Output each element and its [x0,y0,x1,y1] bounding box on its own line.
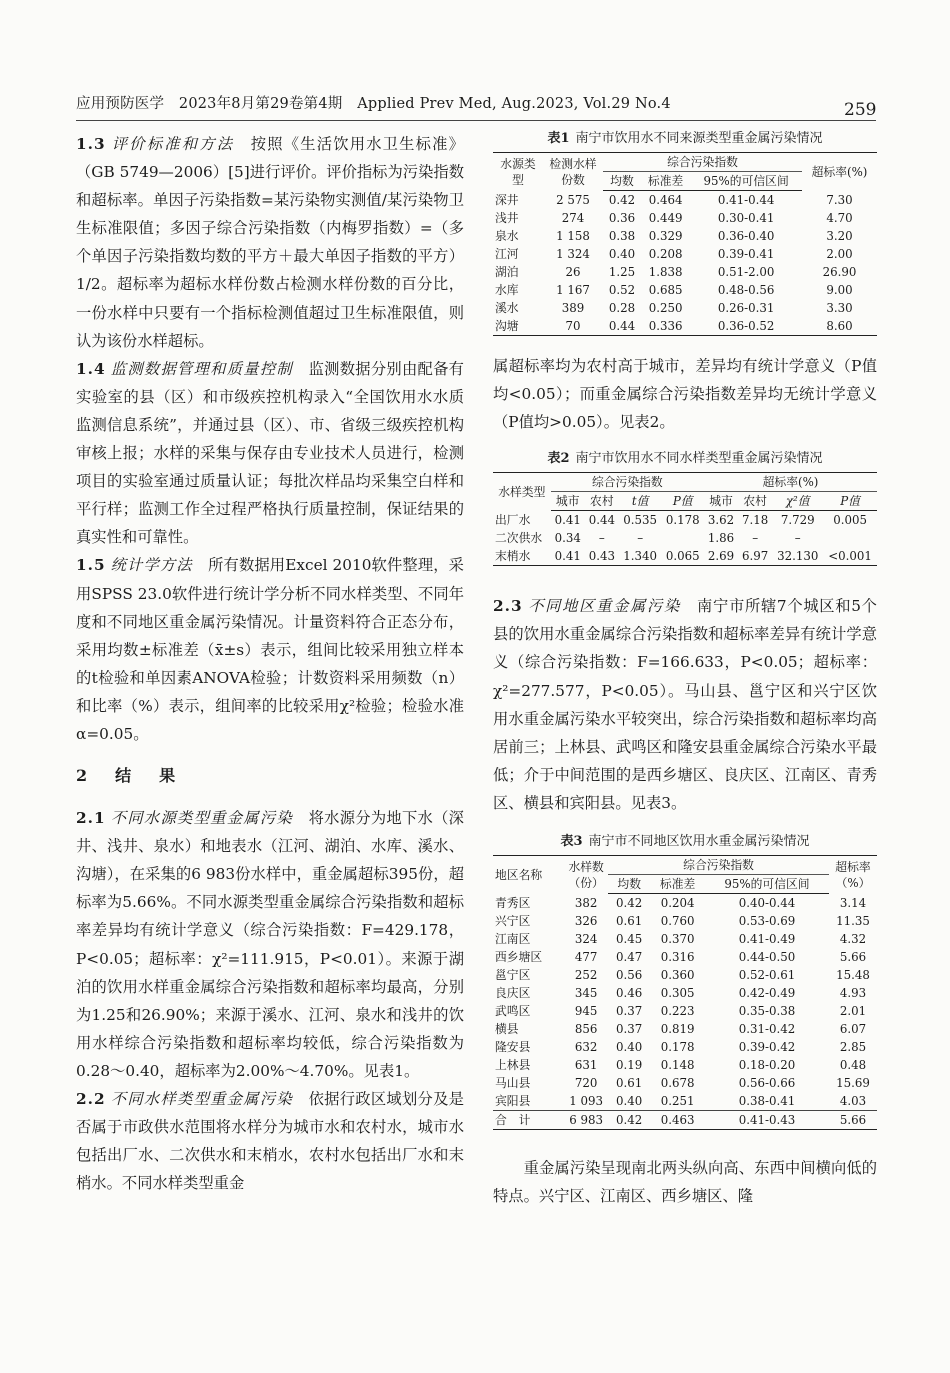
table-row [493,209,877,227]
table-cell: 水库 [495,283,519,297]
table-1 [493,130,877,336]
table-cell [823,529,877,547]
table-cell: 631 [574,1058,598,1073]
table-cell: 0.464 [648,193,683,207]
col-header: t值 [619,492,662,511]
col-group-header: 综合污染指数 [603,153,802,172]
page-number: 259 [844,100,877,120]
table-cell: 0.26-0.31 [717,301,775,315]
table-cell: 252 [574,968,598,983]
table-cell: 4.03 [839,1094,867,1109]
section-2-2 [76,1085,464,1197]
table-cell: 0.41 [551,547,585,566]
table-row [493,529,877,547]
col-header: P值 [823,492,877,511]
col-header: 城市 [551,492,585,511]
table-cell: 上林县 [495,1058,531,1073]
table-cell: 青秀区 [495,895,531,910]
section-title: 不同地区重金属污染 [528,597,682,616]
table-row [493,1020,877,1038]
col-header: 均数 [603,172,641,191]
table-row [493,930,877,948]
section-text: 监测数据分别由配备有实验室的县（区）和市级疾控机构录入“全国饮用水水质监测信息系统”，并通过县（区）、市、省级三级疾控机构审核上报；水样的采集与保存由专业技术人员进行，检测项目的实验室通过质量认证；每批次样品均采集空白样和平行样；监测工作全过程严格执行质量控制，保证结果的真实性和可靠性。 [76,359,464,547]
table-row [493,227,877,245]
table-cell: <0.001 [823,547,877,566]
table-cell: 0.18-0.20 [738,1058,796,1073]
table-cell: 26.90 [822,265,857,279]
col-header: 检测水样份数 [543,153,603,191]
table-cell: 1.838 [648,265,683,279]
results-heading: 2 结 果 [76,766,182,786]
table-cell: 0.42 [608,1111,650,1130]
table-cell: 出厂水 [495,513,531,528]
table-cell: 3.30 [826,301,853,315]
section-number: 1.5 [76,556,106,575]
table-cell: – [637,531,644,546]
table-cell: 0.44 [603,317,641,336]
table-cell: 0.61 [616,914,643,929]
table-cell: 0.678 [660,1076,695,1091]
table-cell: 2 575 [556,192,590,207]
table-cell: 0.56-0.66 [738,1076,796,1091]
table-cell: 1.25 [608,265,636,279]
table-cell: 7.729 [780,513,815,528]
table-cell: 0.52-0.61 [738,968,796,983]
table-cell: 0.370 [660,932,695,947]
col-header: P值 [661,492,704,511]
table-cell: 0.535 [623,513,658,528]
table-cell: 32.130 [772,547,823,566]
col-header: 农村 [585,492,619,511]
col-header: 95%的可信区间 [705,875,829,894]
paragraph-final: 重金属污染呈现南北两头纵向高、东西中间横向低的特点。兴宁区、江南区、西乡塘区、隆 [493,1159,877,1206]
table-cell: 5.66 [829,1111,877,1130]
table-cell: 兴宁区 [495,914,531,929]
table-cell: 0.204 [660,896,695,911]
right-column [493,130,877,1210]
table-cell: 2.00 [826,247,853,261]
table-cell: 2.69 [704,547,738,566]
table-cell: 隆安县 [495,1040,531,1055]
table-cell: 泉水 [495,229,519,243]
table-cell: 0.37 [616,1004,643,1019]
section-number: 1.3 [76,135,106,153]
table-row [493,984,877,1002]
running-header: 应用预防医学 2023年8月第29卷第4期 Applied Prev Med, Aug.2023, Vol.29 No.4 [76,96,671,112]
table-cell: 70 [543,317,603,336]
table-cell: 0.41-0.44 [717,193,775,207]
col-header: 标准差 [650,875,705,894]
table-cell: 0.47 [616,950,643,965]
table-cell: 沟塘 [493,317,543,336]
col-header: 超标率（%） [829,856,877,894]
table-row [493,191,877,210]
col-header: 水样类型 [493,473,551,511]
table-cell: – [794,531,801,546]
table-title: 南宁市饮用水不同水样类型重金属污染情况 [575,451,823,467]
table-cell: 0.51-2.00 [717,265,775,279]
table-cell: 0.360 [660,968,695,983]
table-cell: 6 983 [564,1111,608,1130]
table-cell: 3.14 [839,895,867,910]
section-title: 监测数据管理和质量控制 [110,359,293,378]
section-title: 不同水源类型重金属污染 [110,809,293,828]
col-header: 均数 [608,875,650,894]
table-cell: 0.43 [585,547,619,566]
table-row [493,1092,877,1111]
table-caption [493,833,877,851]
table-cell: 末梢水 [493,547,551,566]
table-cell: 0.685 [648,283,683,297]
section-text: 将水源分为地下水（深井、浅井、泉水）和地表水（江河、湖泊、水库、溪水、沟塘），在采集的6 983份水样中，重金属超标395份，超标率为5.66%。不同水源类型重金属综合污染指数和超标率差异均有统计学意义（综合污染指数：F=429.178，P<0.05；超标率：χ²=111.915，P<0.01）。来源于湖泊的饮用水样重金属综合污染指数和超标率均最高，分别为1.25和26.90%；来源于溪水、江河、泉水和浅井的饮用水样综合污染指数和超标率均较低，综合污染指数为0.28～0.40，超标率为2.00%～4.70%。见表1。 [76,809,464,1080]
col-group-header: 综合污染指数 [551,473,704,492]
section-text: 南宁市所辖7个城区和5个县的饮用水重金属综合污染指数和超标率差异有统计学意义（综合污染指数：F=166.633，P<0.05；超标率：χ²=277.577，P<0.05）。马山县、邕宁区和兴宁区饮用水重金属污染水平较突出，综合污染指数和超标率均高居前三；上林县、武鸣区和隆安县重金属综合污染水平最低；介于中间范围的是西乡塘区、良庆区、江南区、青秀区、横县和宾阳县。见表3。 [493,597,877,812]
table-cell: – [752,531,759,546]
col-group-header: 超标率(%) [704,473,877,492]
table-title: 南宁市饮用水不同来源类型重金属污染情况 [575,131,823,146]
table-cell: 6.97 [738,547,772,566]
table-cell: 0.46 [616,986,643,1001]
table-cell: – [598,531,605,546]
table-cell: 0.42 [608,193,636,207]
table-cell: 0.41-0.49 [738,932,796,947]
table-cell: 0.31-0.42 [738,1022,796,1037]
table-cell: 0.336 [641,317,690,336]
col-header: 标准差 [641,172,690,191]
table-cell: 0.61 [616,1076,643,1091]
table-cell: 0.760 [660,914,695,929]
section-text: 所有数据用Excel 2010软件整理，采用SPSS 23.0软件进行统计学分析不同水样类型、不同年度和不同地区重金属污染情况。计量资料符合正态分布，采用均数±标准差（x̄±s）表示，组间比较采用独立样本的t检验和单因素ANOVA检验；计数资料采用频数（n）和比率（%）表示，组间率的比较采用χ²检验；检验水准α=0.05。 [76,556,464,743]
table-cell: 26 [565,265,581,279]
table-cell: 0.305 [660,986,695,1001]
table-cell: 0.37 [616,1022,643,1037]
col-header: 超标率(%) [802,153,877,191]
table-cell: 477 [574,950,598,965]
table-row [493,263,877,281]
table-cell: 溪水 [495,301,519,315]
table-title: 南宁市不同地区饮用水重金属污染情况 [588,834,810,850]
table-cell: 389 [561,301,585,315]
table-cell: 横县 [495,1022,519,1037]
table-cell: 0.19 [616,1058,643,1073]
table-cell: 0.40 [608,247,636,261]
table-cell: 宾阳县 [495,1094,531,1109]
table-row [493,912,877,930]
table-cell: 0.45 [616,932,643,947]
table-cell: 良庆区 [495,986,531,1001]
table-cell: 1 324 [556,247,590,261]
table-cell: 0.40 [616,1094,643,1109]
table-caption [493,450,877,468]
table-cell: 合 计 [493,1111,564,1130]
table-cell: 3.62 [707,513,735,528]
table-cell: 0.39-0.42 [738,1040,796,1055]
table-cell: 8.60 [802,317,877,336]
table-cell: 324 [574,932,598,947]
section-number: 2.2 [76,1090,106,1108]
table-cell: 6.07 [839,1022,867,1037]
left-column [76,130,464,1197]
section-title: 评价标准和方法 [111,135,235,153]
table-cell: 0.42-0.49 [738,986,796,1001]
col-header: 水源类型 [493,153,543,191]
table-cell: 邕宁区 [495,968,531,983]
table-row [493,894,877,913]
table-caption [493,130,877,148]
table-row [493,966,877,984]
table-cell: 0.44 [588,513,615,528]
table-cell: 9.00 [826,283,853,297]
table-cell: 0.44-0.50 [738,950,796,965]
table-cell: 0.223 [660,1004,695,1019]
table-cell: 15.69 [836,1076,870,1091]
table-cell: 1.86 [707,531,735,546]
data-table [493,152,877,336]
table-row [493,245,877,263]
data-table [493,855,877,1130]
col-header: 地区名称 [493,856,564,894]
table-3 [493,833,877,1130]
table-row [493,281,877,299]
table-cell: 15.48 [836,968,870,983]
table-cell: 7.30 [826,192,853,207]
table-cell: 0.41-0.43 [705,1111,829,1130]
section-title: 不同水样类型重金属污染 [110,1090,293,1108]
table-cell: 5.66 [839,950,867,965]
table-cell: 0.065 [661,547,704,566]
col-header: χ²值 [772,492,823,511]
table-cell: 0.40 [616,1040,643,1055]
table-cell: 二次供水 [495,531,543,546]
table-cell: 0.819 [660,1022,695,1037]
table-cell: 湖泊 [495,265,519,279]
table-cell: 3.20 [826,229,853,243]
table-cell: 0.251 [660,1094,695,1109]
section-text: 按照《生活饮用水卫生标准》（GB 5749—2006）[5]进行评价。评价指标为污染指数和超标率。单因子污染指数=某污染物实测值/某污染物卫生标准限值；多因子综合污染指数（内梅罗指数）=（多个单因子污染指数均数的平方＋最大单因子指数的平方）1/2。超标率为超标水样份数占检测水样份数的百分比，一份水样中只要有一个指标检测值超过卫生标准限值，则认为该份水样超标。 [76,135,464,350]
table-cell: 西乡塘区 [495,950,543,965]
header-rule [76,120,876,121]
table-cell: 0.38-0.41 [738,1094,796,1109]
table-cell: 0.449 [648,211,683,225]
section-1-4 [76,355,464,552]
table-cell: 0.329 [648,229,683,243]
section-title: 统计学方法 [110,556,193,575]
table-cell: 0.005 [833,513,867,528]
table-label: 表2 [547,451,570,467]
table-cell: 1 167 [556,283,590,297]
table-cell: 2.01 [839,1004,867,1019]
section-number: 2.3 [493,597,523,616]
section-2-3 [493,592,877,817]
table-row [493,948,877,966]
table-cell: 浅井 [495,211,519,225]
col-header: 农村 [738,492,772,511]
table-row [493,1038,877,1056]
table-cell: 0.40-0.44 [738,896,796,911]
table-row [493,299,877,317]
table-cell: 720 [574,1076,598,1091]
table-cell: 0.148 [660,1058,695,1073]
section-number: 1.4 [76,359,106,378]
table-row [493,1074,877,1092]
col-header: 95%的可信区间 [690,172,802,191]
table-cell: 0.35-0.38 [738,1004,796,1019]
table-cell: 0.53-0.69 [738,914,796,929]
table-cell: 0.38 [608,229,636,243]
table-row [493,511,877,530]
table-cell: 0.52 [608,283,636,297]
table-cell: 0.178 [660,1040,695,1055]
table-cell: 0.36-0.52 [690,317,802,336]
table-cell: 0.42 [616,896,643,911]
table-cell: 1.340 [619,547,662,566]
table-cell: 632 [574,1040,598,1055]
table-cell: 0.208 [648,247,683,261]
table-cell: 深井 [495,192,519,207]
table-cell: 1 158 [556,229,590,243]
table-cell: 0.39-0.41 [717,247,775,261]
table-cell: 0.41 [554,513,581,528]
table-cell: 江河 [495,247,519,261]
col-header: 水样数（份） [564,856,608,894]
table-cell: 2.85 [839,1040,867,1055]
table-row [493,317,877,336]
table-cell: 1 093 [569,1094,604,1109]
table-row [493,1002,877,1020]
table-cell: 0.36 [608,211,636,225]
section-1-5 [76,551,464,748]
table-cell: 0.34 [554,531,581,546]
table-cell: 345 [574,986,598,1001]
section-1-3 [76,130,464,355]
table-cell: 4.32 [839,932,867,947]
table-total-row [493,1111,877,1130]
table-cell: 11.35 [836,914,870,929]
section-2-1 [76,804,464,1085]
table-cell: 945 [574,1004,598,1019]
table-2 [493,450,877,566]
table-cell: 326 [574,914,598,929]
table-cell: 4.70 [826,211,853,225]
table-cell: 0.36-0.40 [717,229,775,243]
table-cell: 4.93 [839,986,867,1001]
table-label: 表3 [560,834,583,850]
paragraph-table2-intro: 属超标率均为农村高于城市，差异均有统计学意义（P值均<0.05）；而重金属综合污染指数差异均无统计学意义（P值均>0.05）。见表2。 [493,357,877,432]
table-cell: 武鸣区 [495,1004,531,1019]
table-cell: 856 [574,1022,598,1037]
table-cell: 274 [561,211,585,225]
col-header: 城市 [704,492,738,511]
table-cell: 江南区 [495,932,531,947]
table-cell: 0.28 [608,301,636,315]
section-text: 依据行政区域划分及是否属于市政供水范围将水样分为城市水和农村水，城市水包括出厂水、二次供水和末梢水，农村水包括出厂水和末梢水。不同水样类型重金 [76,1090,464,1193]
table-cell: 7.18 [742,513,769,528]
col-group-header: 综合污染指数 [608,856,829,875]
data-table [493,472,877,566]
table-cell: 0.178 [665,513,700,528]
table-cell: 0.316 [660,950,695,965]
table-cell: 0.56 [616,968,643,983]
table-row [493,1056,877,1074]
table-cell: 0.48-0.56 [717,283,775,297]
table-cell: 马山县 [495,1076,531,1091]
table-cell: 0.30-0.41 [717,211,775,225]
table-label: 表1 [547,131,570,146]
table-cell: 0.250 [648,301,683,315]
table-cell: 0.48 [839,1058,867,1073]
table-cell: 0.463 [650,1111,705,1130]
table-cell: 382 [574,895,598,910]
section-number: 2.1 [76,809,106,828]
table-row [493,547,877,566]
table-cell [661,529,704,547]
